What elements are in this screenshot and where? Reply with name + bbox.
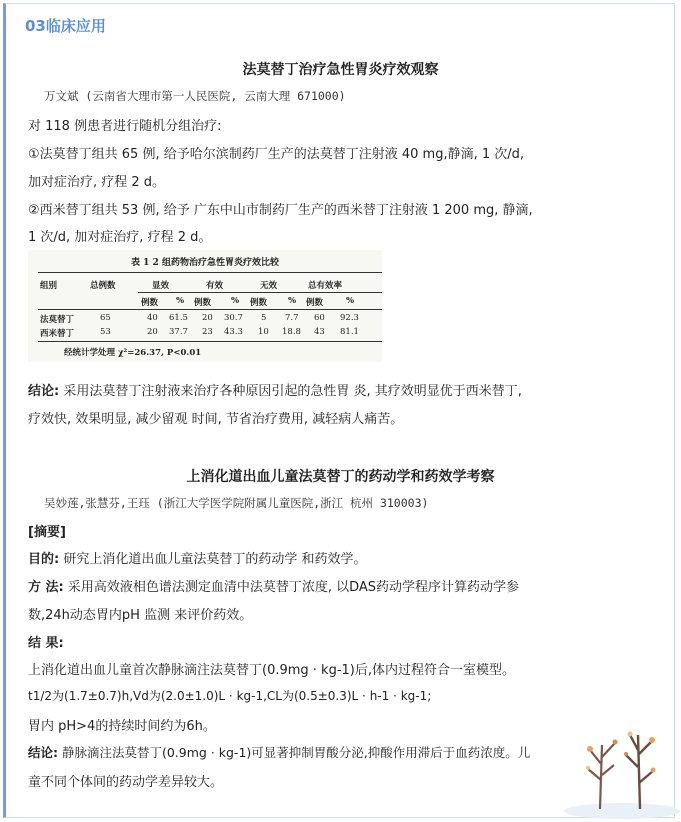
th-total: 总例数 bbox=[90, 281, 116, 291]
row2-m-p: 37.7 bbox=[169, 327, 188, 337]
row1-t-p: 92.3 bbox=[340, 313, 359, 323]
row2-m-n: 20 bbox=[147, 327, 158, 337]
article2-conclusion-label: 结论: bbox=[28, 745, 58, 760]
row2-group: 西米替丁 bbox=[40, 329, 75, 339]
th-sub-pct-4: % bbox=[346, 296, 355, 306]
article1-group1-line1: ①法莫替丁组共 65 例, 给予哈尔滨制药厂生产的法莫替丁注射液 40 mg,静滴, 1 次/d, bbox=[28, 147, 525, 162]
th-effective: 有效 bbox=[206, 281, 224, 291]
th-total-eff: 总有效率 bbox=[308, 281, 343, 291]
article1-authors: 万文斌 (云南省大理市第一人民医院, 云南大理 671000) bbox=[44, 89, 346, 103]
article2-title: 上消化道出血儿童法莫替丁的药动学和药效学考察 bbox=[186, 469, 495, 485]
result-line3: 胃内 pH>4的持续时间约为6h。 bbox=[28, 719, 216, 734]
th-sub-pct-1: % bbox=[176, 296, 185, 306]
article1-group1-line2: 加对症治疗, 疗程 2 d。 bbox=[28, 175, 166, 190]
th-sub-n-1: 例数 bbox=[141, 298, 159, 308]
row1-e-p: 30.7 bbox=[224, 313, 243, 323]
decorative-trees-icon bbox=[560, 705, 680, 820]
article1-conclusion-line2: 疗效快, 效果明显, 减少留观 时间, 节省治疗费用, 减轻病人痛苦。 bbox=[28, 412, 404, 427]
efficacy-table bbox=[28, 250, 382, 362]
section-title: 03临床应用 bbox=[25, 17, 106, 35]
result-line1: 上消化道出血儿童首次静脉滴注法莫替丁(0.9mg · kg-1)后,体内过程符合一室模型。 bbox=[28, 663, 516, 678]
objective-text: 研究上消化道出血儿童法莫替丁的药动学 和药效学。 bbox=[59, 552, 367, 567]
row2-total: 53 bbox=[100, 327, 111, 337]
article1-conclusion-line1 bbox=[28, 380, 522, 399]
method-line2: 数,24h动态胃内pH 监测 来评价药效。 bbox=[28, 608, 253, 623]
th-sub-n-4: 例数 bbox=[306, 298, 324, 308]
th-none: 无效 bbox=[260, 281, 278, 291]
row1-t-n: 60 bbox=[314, 313, 325, 323]
row2-t-n: 43 bbox=[314, 327, 325, 337]
article1-intro: 对 118 例患者进行随机分组治疗: bbox=[28, 119, 222, 134]
th-marked: 显效 bbox=[152, 281, 170, 291]
row2-n-p: 18.8 bbox=[282, 327, 301, 337]
row1-m-n: 40 bbox=[147, 313, 158, 323]
th-sub-n-2: 例数 bbox=[194, 298, 212, 308]
row1-total: 65 bbox=[100, 313, 111, 323]
th-sub-pct-3: % bbox=[288, 296, 297, 306]
row1-n-p: 7.7 bbox=[285, 313, 299, 323]
row1-e-n: 20 bbox=[202, 313, 213, 323]
row1-n-n: 5 bbox=[261, 313, 267, 323]
row2-e-p: 43.3 bbox=[224, 327, 243, 337]
row2-n-n: 10 bbox=[258, 327, 269, 337]
th-group: 组别 bbox=[40, 281, 58, 291]
abstract-label: [摘要] bbox=[28, 525, 66, 540]
method-line1 bbox=[28, 576, 519, 595]
article2-conclusion-line2: 童不同个体间的药动学差异较大。 bbox=[28, 775, 224, 790]
table-caption: 表 1 2 组药物治疗急性胃炎疗效比较 bbox=[131, 258, 279, 268]
method-label: 方 法: bbox=[28, 580, 64, 595]
article1-conclusion-text: 采用法莫替丁注射液来治疗各种原因引起的急性胃 炎, 其疗效明显优于西米替丁, bbox=[59, 384, 522, 399]
article1-group2-line1: ②西米替丁组共 53 例, 给予 广东中山市制药厂生产的西米替丁注射液 1 200 mg, 静滴, bbox=[28, 203, 533, 218]
article1-title: 法莫替丁治疗急性胃炎疗效观察 bbox=[242, 62, 439, 78]
result-line2: t1/2为(1.7±0.7)h,Vd为(2.0±1.0)L · kg-1,CL为(0.5±0.3)L · h-1 · kg-1; bbox=[28, 689, 432, 703]
article2-conclusion-line1 bbox=[28, 743, 530, 761]
row2-e-n: 23 bbox=[202, 327, 213, 337]
article1-conclusion-label: 结论: bbox=[28, 384, 60, 399]
article2-authors: 吴妙莲,张慧芬,王珏 (浙江大学医学院附属儿童医院,浙江 杭州 310003) bbox=[44, 496, 429, 510]
th-sub-pct-2: % bbox=[231, 296, 240, 306]
row1-group: 法莫替丁 bbox=[40, 315, 75, 325]
table-stats: 经统计学处理 χ²=26.37, P<0.01 bbox=[64, 348, 202, 358]
result-label: 结 果: bbox=[28, 636, 64, 651]
article2-conclusion-text: 静脉滴注法莫替丁(0.9mg · kg-1)可显著抑制胃酸分泌,抑酸作用滞后于血药浓度。儿 bbox=[58, 745, 531, 760]
th-sub-n-3: 例数 bbox=[250, 298, 268, 308]
objective-line bbox=[28, 548, 366, 567]
article1-group2-line2: 1 次/d, 加对症治疗, 疗程 2 d。 bbox=[28, 230, 212, 245]
objective-label: 目的: bbox=[28, 552, 60, 567]
method-text: 采用高效液相色谱法测定血清中法莫替丁浓度, 以DAS药动学程序计算药动学参 bbox=[63, 580, 520, 595]
row2-t-p: 81.1 bbox=[340, 327, 359, 337]
row1-m-p: 61.5 bbox=[169, 313, 188, 323]
